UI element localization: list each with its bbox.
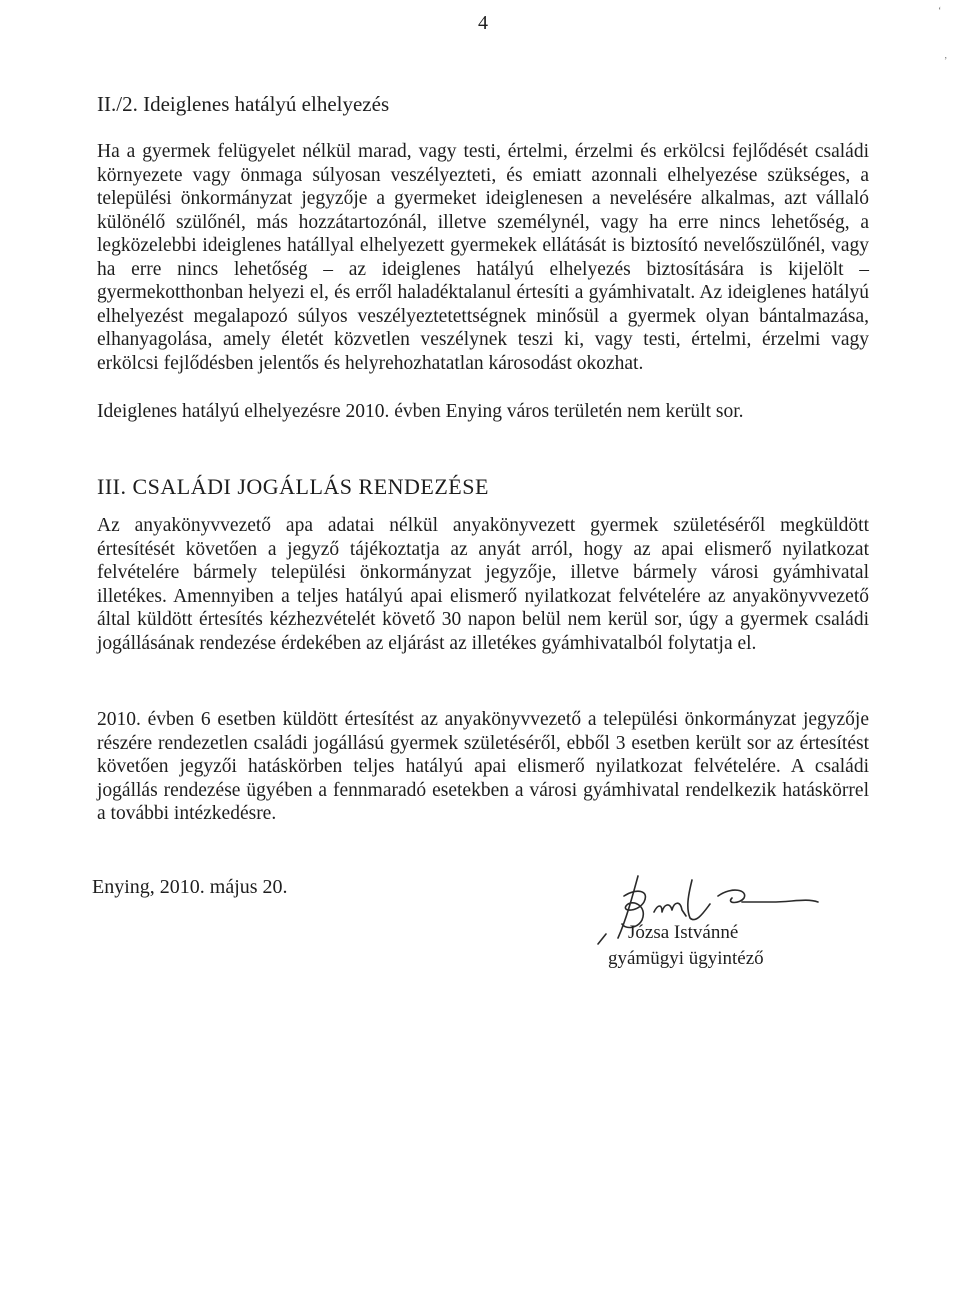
section-heading-csaladi: III. CSALÁDI JOGÁLLÁS RENDEZÉSE <box>97 474 489 499</box>
paragraph-csaladi-2: 2010. évben 6 esetben küldött értesítést az anyakönyvvezető a települési önkormányzat jegyzője részére rendezetlen családi jogállású gyermek születéséről, ebből 3 esetben került sor az értesítést követően jegyzői hatáskörben teljes hatályú apai elismerő nyilatkozat felvételére. A családi jogállás rendezése ügyében a fennmaradó esetekben a városi gyámhivatal rendelkezik hatáskörrel a további intézkedésre. <box>97 709 869 824</box>
signer-name: Józsa Istvánné <box>628 922 739 943</box>
paragraph-ideiglenes-closing: Ideiglenes hatályú elhelyezésre 2010. évben Enying város területén nem került sor. <box>97 401 744 422</box>
page-number: 4 <box>478 12 488 34</box>
scan-mark: ’ <box>944 56 948 67</box>
paragraph-csaladi-1: Az anyakönyvvezető apa adatai nélkül anyakönyvezett gyermek születéséről megküldött értesítését követően a jegyző tájékoztatja az anyát arról, hogy az apai elismerő nyilatkozat felvételére bármely települési önkormányzat jegyzője, illetve bármely városi gyámhivatal illetékes. Amennyiben a teljes hatályú apai elismerő nyilatkozat felvételére az anyakönyvvezető által küldött értesítés kézhezvételét követő 30 napon belül nem kerül sor, úgy a gyermek családi jogállásának rendezése érdekében az eljárást az illetékes gyámhivatalból folytatja el. <box>97 515 869 654</box>
paragraph-ideiglenes: Ha a gyermek felügyelet nélkül marad, vagy testi, értelmi, érzelmi és erkölcsi fejlődését családi környezete vagy önmaga súlyosan veszélyezteti, és emiatt azonnali elhelyezése szükséges, a települési önkormányzat jegyzője a gyermeket ideiglenesen a nevelésére alkalmas, azt vállaló különélő szülőnél, más hozzátartozónál, illetve személynél, vagy ha erre nincs lehetőség, a legközelebbi ideiglenes hatállyal elhelyezett gyermekek ellátását is biztosító nevelőszülőnél, vagy ha erre nincs lehetőség – az ideiglenes hatályú elhelyezés biztosítására is kijelölt – gyermekotthonban helyezi el, és erről haladéktalanul értesíti a gyámhivatalt. Az ideiglenes hatályú elhelyezést megalapozó súlyos veszélyeztetettségnek minősül a gyermek olyan bántalmazása, elhanyagolása, amely életét közvetlen veszélynek teszi ki, vagy testi, értelmi, érzelmi vagy erkölcsi fejlődésben jelentős és helyrehozhatatlan károsodást okozhat. <box>97 141 869 374</box>
place-date: Enying, 2010. május 20. <box>92 876 288 898</box>
section-heading-ideiglenes: II./2. Ideiglenes hatályú elhelyezés <box>97 92 390 116</box>
signer-title: gyámügyi ügyintéző <box>608 948 764 969</box>
scan-mark: ‘ <box>938 6 942 17</box>
